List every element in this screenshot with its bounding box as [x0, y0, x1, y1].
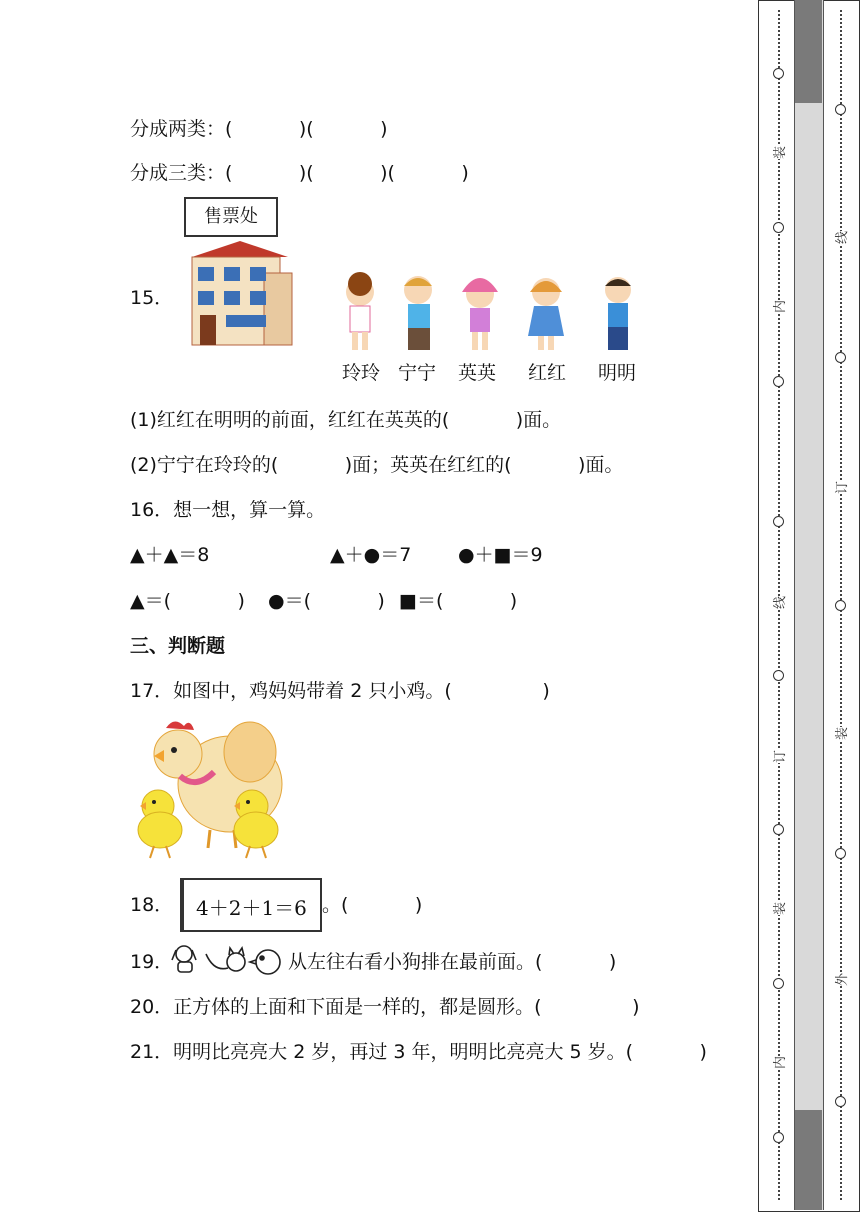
binding-dark-top: [795, 0, 822, 103]
girl-icon: [346, 272, 374, 350]
dog-icon: [172, 946, 196, 972]
hen-chicks-image: [130, 714, 290, 864]
q14-two-groups: 分成两类：( )( ): [130, 118, 388, 140]
kid-name-4: 红红: [528, 362, 567, 384]
girl-hat-icon: [462, 278, 498, 350]
binding-circle-icon: [773, 516, 784, 527]
cat-icon: [206, 948, 245, 971]
binding-circle-icon: [835, 848, 846, 859]
q19-text: 从左往右看小狗排在最前面。( ): [288, 951, 617, 973]
binding-circle-icon: [773, 670, 784, 681]
section-3-heading: 三、判断题: [130, 635, 226, 657]
q16-answer-circle: ●＝( ): [268, 590, 385, 612]
binding-dark-bottom: [795, 1110, 822, 1210]
binding-label-outer-3: 装: [831, 727, 850, 740]
binding-label-inner-2: 内: [769, 300, 788, 313]
q16-eq2: ▲＋●＝7: [330, 544, 412, 566]
q15-number: 15．: [130, 287, 174, 309]
chick-icon: [250, 950, 280, 974]
q21-text: 21．明明比亮亮大 2 岁，再过 3 年，明明比亮亮大 5 岁。( ): [130, 1041, 707, 1063]
binding-label-outer-4: 外: [831, 973, 850, 986]
ticket-sign: 售票处: [184, 197, 278, 237]
q19-number: 19．: [130, 951, 174, 973]
kid-name-5: 明明: [598, 362, 637, 384]
q18-expression-box: [180, 878, 322, 932]
q14-three-groups: 分成三类：( )( )( ): [130, 162, 469, 184]
q15-sentence-2: (2)宁宁在玲玲的( )面；英英在红红的( )面。: [130, 454, 624, 476]
binding-gray-strip: [794, 0, 824, 1210]
binding-circle-icon: [773, 68, 784, 79]
q17-text: 17．如图中，鸡妈妈带着 2 只小鸡。( ): [130, 680, 550, 702]
q18-number: 18．: [130, 894, 174, 916]
q15-sentence-1: (1)红红在明明的前面，红红在英英的( )面。: [130, 409, 562, 431]
binding-circle-icon: [773, 978, 784, 989]
boy-blue-icon: [605, 277, 631, 350]
binding-circle-icon: [773, 376, 784, 387]
girl-blue-dress-icon: [528, 278, 564, 350]
boy-icon: [404, 276, 432, 350]
ticket-office-image: [184, 197, 296, 347]
binding-label-inner-6: 内: [769, 1056, 788, 1069]
kid-name-1: 玲玲: [342, 362, 381, 384]
binding-label-outer-1: 线: [831, 231, 850, 244]
binding-circle-icon: [773, 222, 784, 233]
binding-circle-icon: [835, 104, 846, 115]
binding-circle-icon: [835, 352, 846, 363]
binding-circle-icon: [835, 600, 846, 611]
q20-text: 20．正方体的上面和下面是一样的，都是圆形。( ): [130, 996, 640, 1018]
chick-icon: [138, 790, 182, 858]
kid-name-2: 宁宁: [398, 362, 437, 384]
q18-expression: 4＋2＋1＝6: [196, 896, 307, 920]
q16-title: 16．想一想，算一算。: [130, 499, 326, 521]
binding-label-inner-4: 订: [769, 750, 788, 763]
q16-answer-square: ■＝( ): [399, 590, 518, 612]
q16-eq3: ●＋■＝9: [458, 544, 543, 566]
kid-name-3: 英英: [458, 362, 497, 384]
binding-label-inner-5: 装: [769, 902, 788, 915]
animals-image: [170, 942, 288, 978]
binding-label-inner-1: 装: [769, 146, 788, 159]
binding-label-outer-2: 订: [831, 481, 850, 494]
q16-eq1: ▲＋▲＝8: [130, 544, 210, 566]
q16-answer-triangle: ▲＝( ): [130, 590, 245, 612]
binding-margin: [758, 0, 860, 1216]
binding-circle-icon: [773, 824, 784, 835]
building-icon: [184, 239, 296, 349]
kids-image: [336, 270, 648, 382]
q18-tail: 。( ): [322, 894, 423, 916]
binding-circle-icon: [773, 1132, 784, 1143]
binding-label-inner-3: 线: [769, 596, 788, 609]
binding-circle-icon: [835, 1096, 846, 1107]
